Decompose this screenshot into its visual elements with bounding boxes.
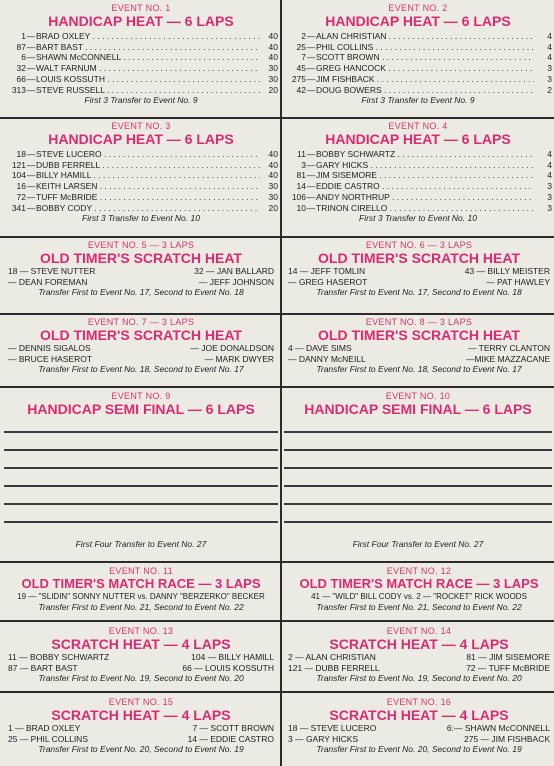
handicap: 40 xyxy=(268,41,278,52)
rider-left: 25 — PHIL COLLINS xyxy=(8,733,88,744)
rider-row: 104 — BILLY HAMILL . . . 40 xyxy=(4,170,278,181)
rider-row: 121 — DUBB FERRELL . . . 40 xyxy=(4,160,278,171)
handicap: 20 xyxy=(268,202,278,213)
rider-line xyxy=(4,652,278,663)
rider-line xyxy=(284,723,554,734)
handicap: 40 xyxy=(268,170,278,181)
transfer-note: Transfer First to Event No. 17, Second to Event No. 18 xyxy=(38,287,244,297)
rider-name: ANDY NORTHRUP . . . xyxy=(316,192,534,203)
event-3 xyxy=(4,121,278,234)
transfer-note: Transfer First to Event No. 19, Second to Event No. 20 xyxy=(38,673,244,683)
handicap: 3 xyxy=(547,202,552,213)
event-title: HANDICAP HEAT — 6 LAPS xyxy=(48,131,234,147)
rider-right: 43 — BILLY MEISTER xyxy=(464,266,550,276)
rider-number: 14 xyxy=(296,181,306,192)
rider-left: 2 — ALAN CHRISTIAN xyxy=(288,652,376,662)
entry-line xyxy=(4,467,278,469)
handicap: 4 xyxy=(547,41,552,52)
rider-name: PHIL COLLINS . . . xyxy=(316,42,534,53)
event-number: EVENT NO. 13 xyxy=(108,626,174,636)
event-number: EVENT NO. 8 — 3 LAPS xyxy=(365,317,473,327)
entry-line xyxy=(4,503,278,505)
transfer-note: First Four Transfer to Event No. 27 xyxy=(75,539,207,549)
rider-row: 87 — BART BAST . . . 40 xyxy=(4,42,278,53)
rider-name: WALT FARNUM . . . xyxy=(36,63,260,74)
transfer-note: Transfer First to Event No. 18, Second to Event No. 17 xyxy=(316,364,522,374)
rider-left: 18 — STEVE NUTTER xyxy=(8,266,96,276)
rider-line xyxy=(4,266,278,277)
rider-name: KEITH LARSEN . . . xyxy=(36,181,260,192)
rider-list xyxy=(284,149,552,213)
rider-number: 6 xyxy=(21,52,26,63)
rider-row: 14 — EDDIE CASTRO . . . 3 xyxy=(284,181,552,192)
transfer-note: Transfer First to Event No. 18, Second to Event No. 17 xyxy=(38,364,244,374)
rider-right: 81 — JIM SISEMORE xyxy=(466,652,550,662)
rider-number: 3 xyxy=(301,159,306,170)
transfer-note: Transfer First to Event No. 17, Second to Event No. 18 xyxy=(316,287,522,297)
rider-left: — DANNY McNEILL xyxy=(288,353,366,364)
event-4 xyxy=(284,121,552,234)
rider-row: 72 — TUFF McBRIDE . . . 30 xyxy=(4,192,278,203)
event-title: OLD TIMER'S SCRATCH HEAT xyxy=(40,327,242,343)
rider-row: 66 — LOUIS KOSSUTH . . . 30 xyxy=(4,74,278,85)
entry-line xyxy=(4,449,278,451)
rider-name: DOUG BOWERS . . . xyxy=(316,85,534,96)
event-title: OLD TIMER'S MATCH RACE — 3 LAPS xyxy=(299,576,539,591)
event-number: EVENT NO. 2 xyxy=(388,3,448,13)
rider-number: 81 xyxy=(296,170,306,181)
handicap: 30 xyxy=(268,181,278,192)
rider-row: 16 — KEITH LARSEN . . . 30 xyxy=(4,181,278,192)
rider-row: 7 — SCOTT BROWN . . . 4 xyxy=(284,52,552,63)
handicap: 3 xyxy=(547,181,552,192)
rider-number: 2 xyxy=(301,31,306,41)
rider-name: BOBBY CODY . . . xyxy=(36,203,260,214)
rider-right: — TERRY CLANTON xyxy=(467,343,550,353)
rider-left: — BRUCE HASEROT xyxy=(8,353,93,364)
rider-line xyxy=(284,652,554,663)
event-number: EVENT NO. 14 xyxy=(386,626,452,636)
rider-right: — MARK DWYER xyxy=(204,353,274,364)
rider-row: 106 — ANDY NORTHRUP . . . 3 xyxy=(284,192,552,203)
event-title: HANDICAP HEAT — 6 LAPS xyxy=(325,13,511,29)
rider-number: 72 xyxy=(16,191,26,202)
rider-right: — JOE DONALDSON xyxy=(190,343,274,353)
event-16 xyxy=(284,697,554,763)
rider-number: 341 xyxy=(11,202,26,213)
entry-line xyxy=(4,485,278,487)
row-divider xyxy=(0,386,554,388)
rider-number: 42 xyxy=(296,84,306,95)
handicap: 4 xyxy=(547,31,552,41)
transfer-note: First 3 Transfer to Event No. 9 xyxy=(361,95,475,106)
rider-left: — DENNIS SIGALOS xyxy=(8,343,91,353)
rider-name: JIM FISHBACK . . . xyxy=(316,74,534,85)
entry-line xyxy=(284,521,552,523)
event-title: SCRATCH HEAT — 4 LAPS xyxy=(51,707,231,723)
rider-name: EDDIE CASTRO . . . xyxy=(316,181,534,192)
rider-left: 87 — BART BAST xyxy=(8,662,78,673)
handicap: 40 xyxy=(268,31,278,41)
rider-number: 275 xyxy=(291,73,306,84)
handicap: 40 xyxy=(268,149,278,159)
rider-right: 72 — TUFF McBRIDE xyxy=(466,662,550,673)
transfer-note: Transfer First to Event No. 20, Second to Event No. 19 xyxy=(38,744,244,754)
rider-left: 14 — JEFF TOMLIN xyxy=(288,266,366,276)
rider-number: 10 xyxy=(296,202,306,213)
rider-left: — DEAN FOREMAN xyxy=(8,276,88,287)
event-5 xyxy=(4,240,278,312)
handicap: 4 xyxy=(547,149,552,159)
entry-line xyxy=(284,503,552,505)
rider-name: STEVE RUSSELL . . . xyxy=(36,85,260,96)
entry-line xyxy=(4,521,278,523)
rider-name: GREG HANCOCK . . . xyxy=(316,63,534,74)
rider-row: 2 — ALAN CHRISTIAN . . . 4 xyxy=(284,31,552,42)
rider-row: 18 — STEVE LUCERO . . . 40 xyxy=(4,149,278,160)
entry-line xyxy=(284,449,552,451)
rider-row: 3 — GARY HICKS . . . 4 xyxy=(284,160,552,171)
rider-name: LOUIS KOSSUTH . . . xyxy=(36,74,260,85)
transfer-note: Transfer First to Event No. 21, Second to Event No. 22 xyxy=(316,602,522,612)
event-7 xyxy=(4,317,278,385)
event-6 xyxy=(284,240,554,312)
event-number: EVENT NO. 5 — 3 LAPS xyxy=(87,240,195,250)
rider-left: 1 — BRAD OXLEY xyxy=(8,723,81,733)
row-divider xyxy=(0,313,554,315)
rider-row: 42 — DOUG BOWERS . . . 2 xyxy=(284,85,552,96)
rider-list xyxy=(284,31,552,95)
transfer-note: Transfer First to Event No. 21, Second to Event No. 22 xyxy=(38,602,244,612)
column-divider xyxy=(280,0,282,766)
rider-name: BOBBY SCHWARTZ . . . xyxy=(316,149,534,160)
rider-right: 7 — SCOTT BROWN xyxy=(192,723,274,733)
rider-right: 66 — LOUIS KOSSUTH xyxy=(182,662,274,673)
rider-row: 6 — SHAWN McCONNELL . . . 40 xyxy=(4,52,278,63)
rider-name: BART BAST . . . xyxy=(36,42,260,53)
event-title: HANDICAP HEAT — 6 LAPS xyxy=(325,131,511,147)
handicap: 30 xyxy=(268,73,278,84)
event-title: HANDICAP SEMI FINAL — 6 LAPS xyxy=(304,401,532,417)
event-1 xyxy=(4,3,278,115)
transfer-note: Transfer First to Event No. 20, Second to Event No. 19 xyxy=(316,744,522,754)
event-11 xyxy=(2,566,280,620)
rider-right: —MIKE MAZZACANE xyxy=(465,353,550,364)
rider-name: JIM SISEMORE . . . xyxy=(316,170,534,181)
handicap: 3 xyxy=(547,191,552,202)
rider-row: 81 — JIM SISEMORE . . . 4 xyxy=(284,170,552,181)
rider-line xyxy=(284,734,554,745)
rider-number: 66 xyxy=(16,73,26,84)
rider-left: 4 — DAVE SIMS xyxy=(288,343,352,353)
handicap: 2 xyxy=(547,84,552,95)
rider-row: 32 — WALT FARNUM . . . 30 xyxy=(4,63,278,74)
event-number: EVENT NO. 4 xyxy=(388,121,448,131)
event-number: EVENT NO. 11 xyxy=(109,566,173,576)
row-divider xyxy=(0,236,554,238)
rider-line xyxy=(284,266,554,277)
event-12 xyxy=(284,566,554,620)
event-14 xyxy=(284,626,554,690)
rider-list xyxy=(4,31,278,95)
event-title: OLD TIMER'S SCRATCH HEAT xyxy=(318,250,520,266)
rider-right: 14 — EDDIE CASTRO xyxy=(187,733,274,744)
rider-left: 18 — STEVE LUCERO xyxy=(288,723,377,733)
transfer-note: First 3 Transfer to Event No. 10 xyxy=(359,213,477,224)
match-riders: 41 — "WILD" BILL CODY vs. 2 — "ROCKET" RICK WOODS xyxy=(311,592,527,601)
handicap: 20 xyxy=(268,84,278,95)
entry-line xyxy=(284,485,552,487)
rider-name: TRINON CIRELLO . . . xyxy=(316,203,534,214)
rider-row: 341 — BOBBY CODY . . . 20 xyxy=(4,203,278,214)
rider-name: BRAD OXLEY . . . xyxy=(36,31,260,42)
event-number: EVENT NO. 9 xyxy=(111,391,171,401)
event-title: OLD TIMER'S SCRATCH HEAT xyxy=(318,327,520,343)
handicap: 40 xyxy=(268,52,278,63)
event-number: EVENT NO. 16 xyxy=(386,697,452,707)
event-number: EVENT NO. 3 xyxy=(111,121,171,131)
rider-line xyxy=(4,343,278,354)
rider-row: 45 — GREG HANCOCK . . . 3 xyxy=(284,63,552,74)
event-13 xyxy=(4,626,278,690)
event-number: EVENT NO. 10 xyxy=(385,391,451,401)
rider-name: STEVE LUCERO . . . xyxy=(36,149,260,160)
rider-line xyxy=(284,354,554,365)
rider-number: 313 xyxy=(11,84,26,95)
rider-row: 11 — BOBBY SCHWARTZ . . . 4 xyxy=(284,149,552,160)
rider-right: — JEFF JOHNSON xyxy=(198,276,274,287)
rider-row: 25 — PHIL COLLINS . . . 4 xyxy=(284,42,552,53)
rider-right: — PAT HAWLEY xyxy=(486,276,550,287)
row-divider xyxy=(0,561,554,563)
rider-number: 32 xyxy=(16,63,26,74)
row-divider xyxy=(0,691,554,693)
handicap: 30 xyxy=(268,63,278,74)
rider-right: 32 — JAN BALLARD xyxy=(194,266,274,276)
transfer-note: Transfer First to Event No. 19, Second to Event No. 20 xyxy=(316,673,522,683)
rider-line xyxy=(284,343,554,354)
event-15 xyxy=(4,697,278,763)
rider-line xyxy=(284,663,554,674)
rider-number: 106 xyxy=(291,191,306,202)
row-divider xyxy=(0,620,554,622)
rider-row: 313 — STEVE RUSSELL . . . 20 xyxy=(4,85,278,96)
entry-line xyxy=(284,431,552,433)
handicap: 4 xyxy=(547,52,552,63)
rider-number: 11 xyxy=(297,149,306,159)
rider-number: 7 xyxy=(301,52,306,63)
event-title: SCRATCH HEAT — 4 LAPS xyxy=(51,636,231,652)
handicap: 30 xyxy=(268,191,278,202)
event-8 xyxy=(284,317,554,385)
match-riders: 19 — "SLIDIN" SONNY NUTTER vs. DANNY "BERZERKO" BECKER xyxy=(17,592,265,601)
event-number: EVENT NO. 1 xyxy=(111,3,171,13)
rider-name: SCOTT BROWN . . . xyxy=(316,52,534,63)
rider-line xyxy=(4,354,278,365)
event-title: HANDICAP HEAT — 6 LAPS xyxy=(48,13,234,29)
rider-row: 275 — JIM FISHBACK . . . 3 xyxy=(284,74,552,85)
rider-left: 121 — DUBB FERRELL xyxy=(288,662,380,673)
handicap: 3 xyxy=(547,63,552,74)
rider-line xyxy=(4,723,278,734)
rider-left: — GREG HASEROT xyxy=(288,276,368,287)
rider-left: 3 — GARY HICKS xyxy=(288,733,359,744)
rider-row: 10 — TRINON CIRELLO . . . 3 xyxy=(284,203,552,214)
rider-name: BILLY HAMILL . . . xyxy=(36,170,260,181)
rider-line xyxy=(4,277,278,288)
rider-line xyxy=(4,734,278,745)
rider-name: GARY HICKS . . . xyxy=(316,160,534,171)
rider-line xyxy=(284,277,554,288)
rider-right: 6:— SHAWN McCONNELL xyxy=(446,723,550,733)
rider-name: SHAWN McCONNELL . . . xyxy=(36,52,260,63)
rider-right: 275 — JIM FISHBACK xyxy=(464,733,550,744)
event-2 xyxy=(284,3,552,115)
rider-number: 121 xyxy=(11,159,26,170)
event-number: EVENT NO. 15 xyxy=(108,697,174,707)
handicap: 4 xyxy=(547,159,552,170)
event-10 xyxy=(284,391,552,559)
event-title: SCRATCH HEAT — 4 LAPS xyxy=(329,636,509,652)
rider-right: 104 — BILLY HAMILL xyxy=(191,652,274,662)
event-number: EVENT NO. 12 xyxy=(386,566,452,576)
rider-number: 87 xyxy=(16,41,26,52)
rider-number: 1 xyxy=(21,31,26,41)
rider-number: 16 xyxy=(16,181,26,192)
event-title: SCRATCH HEAT — 4 LAPS xyxy=(329,707,509,723)
event-number: EVENT NO. 7 — 3 LAPS xyxy=(87,317,195,327)
rider-line xyxy=(4,663,278,674)
entry-line xyxy=(4,431,278,433)
rider-row: 1 — BRAD OXLEY . . . 40 xyxy=(4,31,278,42)
row-divider xyxy=(0,117,554,119)
event-title: OLD TIMER'S MATCH RACE — 3 LAPS xyxy=(21,576,261,591)
handicap: 4 xyxy=(547,170,552,181)
rider-number: 18 xyxy=(16,149,26,159)
rider-left: 11 — BOBBY SCHWARTZ xyxy=(8,652,110,662)
rider-number: 45 xyxy=(296,63,306,74)
transfer-note: First 3 Transfer to Event No. 9 xyxy=(84,95,198,106)
rider-number: 25 xyxy=(296,41,306,52)
entry-line xyxy=(284,467,552,469)
handicap: 40 xyxy=(268,159,278,170)
event-number: EVENT NO. 6 — 3 LAPS xyxy=(365,240,473,250)
rider-list xyxy=(4,149,278,213)
rider-name: TUFF McBRIDE . . . xyxy=(36,192,260,203)
transfer-note: First 3 Transfer to Event No. 10 xyxy=(82,213,200,224)
event-9 xyxy=(4,391,278,559)
transfer-note: First Four Transfer to Event No. 27 xyxy=(352,539,484,549)
rider-name: DUBB FERRELL . . . xyxy=(36,160,260,171)
event-title: HANDICAP SEMI FINAL — 6 LAPS xyxy=(27,401,255,417)
event-title: OLD TIMER'S SCRATCH HEAT xyxy=(40,250,242,266)
rider-number: 104 xyxy=(11,170,26,181)
handicap: 3 xyxy=(547,73,552,84)
rider-name: ALAN CHRISTIAN . . . xyxy=(316,31,534,42)
